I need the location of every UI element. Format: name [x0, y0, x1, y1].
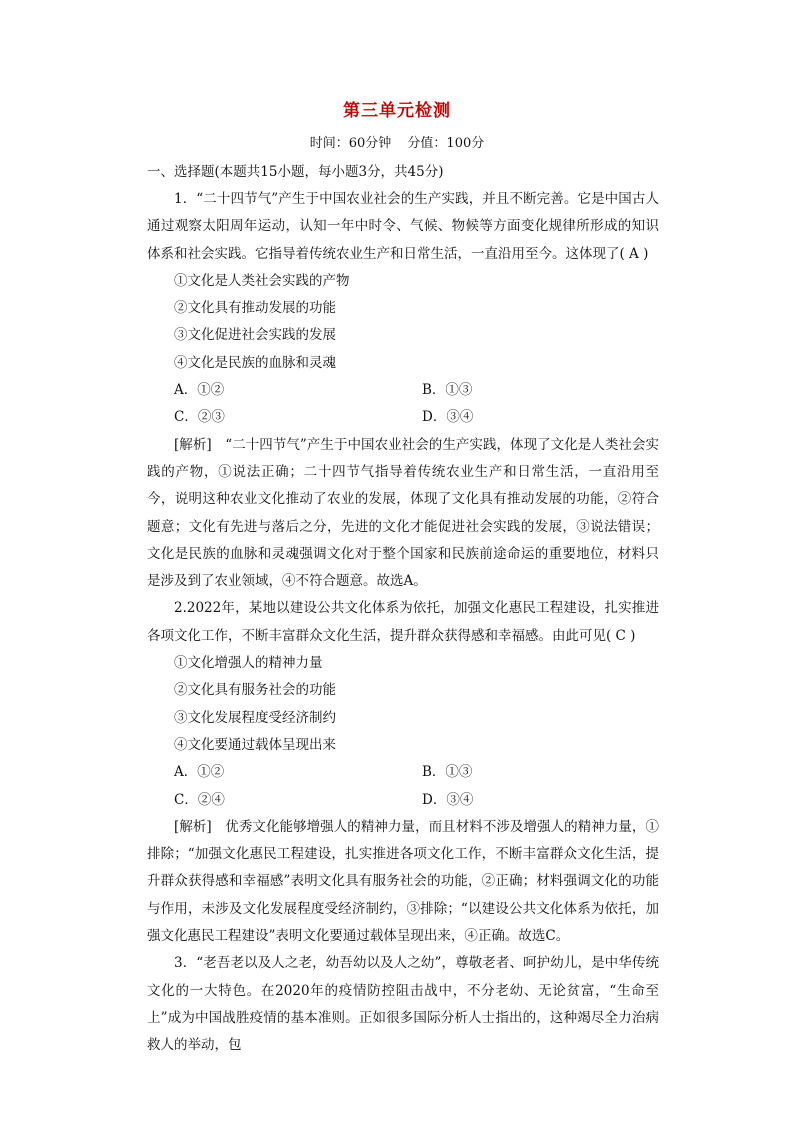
choice-list	[147, 377, 659, 432]
question-2	[147, 595, 659, 950]
statement-item: ③文化发展程度受经济制约	[174, 709, 336, 726]
statement-item: ④文化是民族的血脉和灵魂	[174, 354, 336, 371]
choice-c: C．②③	[174, 409, 225, 426]
statement-item: ②文化具有推动发展的功能	[174, 300, 336, 317]
statement-item: ②文化具有服务社会的功能	[174, 682, 336, 699]
questions-body	[147, 186, 659, 1060]
question-stem: 3．“老吾老以及人之老，幼吾幼以及人之幼”，尊敬老者、呵护幼儿，是中华传统文化的一大特色。在2020年的疫情防控阻击战中，不分老幼、无论贫富，“生命至上”成为中国战胜疫情的基本准则。正如很多国际分析人士指出的，这种竭尽全力治病救人的举动，包	[147, 955, 659, 1054]
choice-b: B．①③	[422, 764, 473, 781]
statement-item: ①文化增强人的精神力量	[174, 655, 323, 672]
time-label: 时间：60分钟	[309, 136, 392, 151]
choice-c: C．②④	[174, 791, 225, 808]
statement-item: ①文化是人类社会实践的产物	[174, 272, 350, 289]
page-title: 第三单元检测	[343, 101, 451, 121]
statement-item: ③文化促进社会实践的发展	[174, 327, 336, 344]
choice-a: A．①②	[174, 382, 225, 399]
question-1	[147, 186, 659, 595]
question-3	[147, 950, 659, 1059]
question-stem: 2.2022年，某地以建设公共文化体系为依托，加强文化惠民工程建设，扎实推进各项文化工作，不断丰富群众文化生活，提升群众获得感和幸福感。由此可见( C )	[147, 600, 659, 644]
choice-list	[147, 759, 659, 814]
analysis-text: [解析] 优秀文化能够增强人的精神力量，而且材料不涉及增强人的精神力量，①排除；“加强文化惠民工程建设，扎实推进各项文化工作，不断丰富群众文化生活，提升群众获得感和幸福感”表明文化具有服务社会的功能，②正确；材料强调文化的功能与作用，未涉及文化发展程度受经济制约，③排除；“以建设公共文化体系为依托，加强文化惠民工程建设”表明文化要通过载体呈现出来，④正确。故选C。	[147, 818, 659, 945]
statement-item: ④文化要通过载体呈现出来	[174, 736, 336, 753]
choice-d: D．③④	[422, 409, 474, 426]
choice-b: B．①③	[422, 382, 473, 399]
section-heading: 一、选择题(本题共15小题，每小题3分，共45分)	[147, 164, 444, 180]
question-stem: 1．“二十四节气”产生于中国农业社会的生产实践，并且不断完善。它是中国古人通过观察太阳周年运动，认知一年中时令、气候、物候等方面变化规律所形成的知识体系和社会实践。它指导着传统农业生产和日常生活，一直沿用至今。这体现了( A )	[147, 191, 659, 262]
analysis-text: [解析] “二十四节气”产生于中国农业社会的生产实践，体现了文化是人类社会实践的产物，①说法正确；二十四节气指导着传统农业生产和日常生活，一直沿用至今，说明这种农业文化推动了农业的发展，体现了文化具有推动发展的功能，②符合题意；文化有先进与落后之分，先进的文化才能促进社会实践的发展，③说法错误；文化是民族的血脉和灵魂强调文化对于整个国家和民族前途命运的重要地位，材料只是涉及到了农业领域，④不符合题意。故选A。	[147, 436, 659, 590]
score-label: 分值：100分	[407, 136, 485, 151]
choice-a: A．①②	[174, 764, 225, 781]
exam-meta	[0, 132, 794, 151]
choice-d: D．③④	[422, 791, 474, 808]
